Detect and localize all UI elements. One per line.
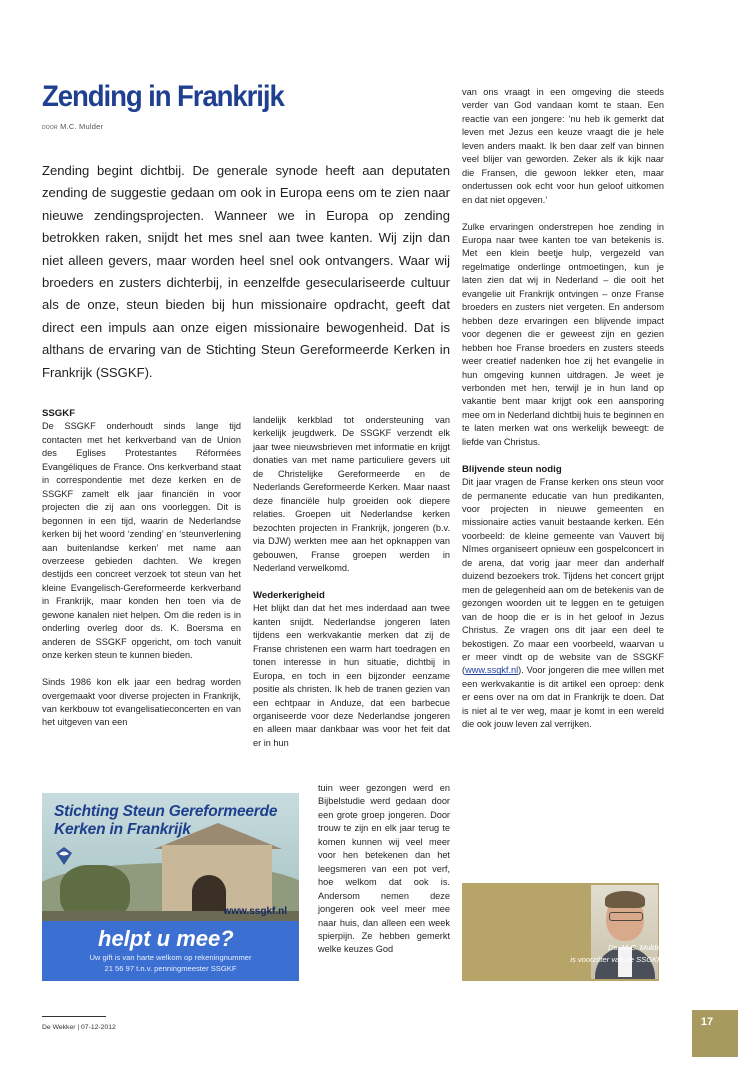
section-heading-blijvende-steun: Blijvende steun nodig — [462, 463, 562, 475]
column-middle — [253, 414, 450, 750]
page-number: 17 — [700, 1016, 714, 1028]
byline-prefix: door — [42, 122, 58, 131]
footer-text: De Wekker | 07-12-2012 — [42, 1024, 116, 1031]
text-segment: Dit jaar vragen de Franse kerken ons steun voor de permanente educatie van hun predikanten, voor projecten in nieuwe gemeenten en missionaire acties vanuit bestaande kerken. Eén voorbeeld: de kleine gemeente van Vauvert bij Nîmes organiseert opnieuw een gospelconcert in de arena, dat vorig jaar meer dan anderhalf duizend bezoekers trok. Tijdens het concert grijpt men de gelegenheid aan om de betekenis van de gezongen woorden uit te leggen en te getuigen van de hoop die er is in het geloof in Jezus Christus. Ze vragen ons dit jaar een deel te bekostigen. Zo maar een voorbeeld, waarvan u er meer vindt op de website van de SSGKF ( — [462, 477, 664, 676]
column-middle-continued — [318, 782, 450, 957]
ssgkf-advertisement[interactable] — [42, 793, 299, 981]
photo-hair — [605, 891, 645, 908]
ad-title-line2: Kerken in Frankrijk — [54, 821, 191, 838]
column-left — [42, 407, 241, 730]
dove-logo-icon — [52, 845, 76, 867]
lead-paragraph: Zending begint dichtbij. De generale synode heeft aan deputaten zending de suggestie gedaan om ook in Europa eens om te zien naar nieuwe zendingsprojecten. Wanneer we in Europa op zending betrokken raken, snijdt het mes snel aan twee kanten. Wij zijn dan niet alleen gevers, maar worden heel snel ook ontvangers. Waar wij broeders en zusters dichterbij, in eenzelfde geseculariseerde cultuur als de onze, steun bieden bij hun missionaire opdracht, geeft dat direct een impuls aan onze eigen missionaire bewogenheid. Dat is althans de ervaring van de Stichting Steun Gereformeerde Kerken in Frankrijk (SSGKF). — [42, 163, 450, 380]
paragraph: van ons vraagt in een omgeving die steeds verder van God vandaan komt te staan. Een reactie van een jongere: ‘nu heb ik gemerkt dat leven met Jezus een keuze vraagt die je hele leven anders maakt. Ik ben daar zelf van binnen veel blijer van geworden. Zeker als ik kijk naar die Fransen, die gewoon lekker eten, maar ondertussen ook echt voor hun geloof uitkomen en dat niet opgeven.’ — [462, 87, 664, 205]
paragraph: Zulke ervaringen onderstrepen hoe zending in Europa naar twee kanten toe van betekenis is. Met een klein beetje hulp, vergezeld van regelmatige onderlinge ontmoetingen, kun je laten zien dat wij in Nederland – die ooit het evangelie uit Frankrijk ontvingen – onze Franse broeders en zusters niet vergeten. En andersom hebben deze ervaringen een blijvende impact voor degenen die er geweest zijn en gezien hebben hoe Franse broeders en zusters steeds weer creatief nadenken hoe zij het evangelie in hun omgeving kunnen uitdragen. Je weet je verbonden met hen, terwijl je in hun land op vakantie bent maar krijgt ook een aansporing mee om in Nederland dichtbij huis te beginnen en te laten merken wat ons werkelijk beweegt: de liefde van Christus. — [462, 221, 664, 447]
byline — [42, 122, 103, 131]
paragraph: landelijk kerkblad tot ondersteuning van kerkelijk jeugdwerk. De SSGKF verzendt elk jaar twee nieuwsbrieven met informatie en krijgt donaties van met name particuliere gevers uit de Christelijke Gereformeerde en de Nederlands Gereformeerde Kerken. Maar naast deze financiële hulp groeiden ook diepere relaties. Groepen uit Nederlandse kerken bezochten projecten in Frankrijk, jongeren (b.v. via DJW) werkten mee aan het opknappen van gebouwen, Franse groepen werden in Nederland verwelkomd. — [253, 415, 450, 573]
photo-caption-role: is voorzitter van de SSGKF. — [570, 955, 663, 964]
ad-title-line1: Stichting Steun Gereformeerde — [54, 803, 278, 820]
text-segment: ). Voor jongeren die mee willen met een werkvakantie is dit artikel een oproep: denk er eens over na om dat in Frankrijk te doen. Dat is niet al te ver weg, maar je komt in een wereld die ook jouw leven zal verrijken. — [462, 665, 664, 730]
byline-author: M.C. Mulder — [60, 122, 104, 131]
paragraph: De SSGKF onderhoudt sinds lange tijd contacten met het kerkverband van de Union des Eglises Protestantes Réformées Evangéliques de France. Ons kerkverband staat in correspondentie met deze kerken en de SSGKF zamelt elk jaar financiën in voor projecten die zij aan ons voorleggen. Dit is begonnen in een tijd, waarin de Nederlandse kerken bij het woord ‘zending’ en ‘steunverlening aan buitenlandse kerken’ met name aan overzeese gebieden dachten. We kregen destijds een concreet verzoek tot steun van het kleine Evangelisch-Gereformeerde kerkverband in Frankrijk, maar konden hen toen via de gewone kanalen niet helpen. Om die reden is in onderling overleg door ds. K. Boersma en anderen de SSGKF opgericht, om toch vanuit onze kerken steun te kunnen bieden. — [42, 421, 241, 661]
section-heading-wederkerigheid: Wederkerigheid — [253, 589, 325, 601]
photo-glasses — [609, 912, 643, 921]
paragraph: tuin weer gezongen werd en Bijbelstudie werd gedaan door een grote groep jongeren. Door trouw te zijn en elk jaar terug te komen kunnen wij veel meer voor hen betekenen dan het leegsmeren van een pot verf, hoe welkom dat ook is. Andersom nemen deze jongeren ook veel meer mee naar huis, dan alleen een week spierpijn. Ze hebben gemerkt welke keuzes God — [318, 783, 450, 955]
paragraph: Het blijkt dan dat het mes inderdaad aan twee kanten snijdt. Nederlandse jongeren laten tijdens een werkvakantie merken dat zij de Franse christenen een warm hart toedragen en tonen interesse in hun situatie, dichtbij in Europa, en toch in een bijzonder eenzame positie als christen. Ik heb de tranen gezien van een echtpaar in Anduze, dat een barbecue organiseerde voor deze Nederlandse jongeren en alleen maar dankbaar was voor het feit dat er in hun — [253, 603, 450, 748]
paragraph — [462, 476, 664, 732]
ad-call-to-action: helpt u mee? — [98, 926, 234, 951]
page-number-box — [692, 1010, 738, 1057]
column-right — [462, 86, 664, 732]
article-title: Zending in Frankrijk — [42, 80, 284, 113]
section-heading-ssgkf: SSGKF — [42, 408, 76, 419]
author-photo-box — [462, 883, 659, 981]
author-photo — [591, 885, 658, 979]
paragraph: Sinds 1986 kon elk jaar een bedrag worden overgemaakt voor diverse projecten in Frankrijk, van kerkbouw tot evangelisatieconcerten en van het uitgeven van een — [42, 677, 241, 728]
footer-rule — [42, 1016, 106, 1017]
ssgkf-website-link[interactable]: www.ssgkf.nl — [465, 665, 519, 676]
photo-caption-name: Ds. M.C. Mulder — [608, 943, 663, 952]
ad-gift-line2: 21 56 97 t.n.v. penningmeester SSGKF — [104, 964, 237, 973]
ad-url: www.ssgkf.nl — [223, 906, 287, 917]
ad-gift-line1: Uw gift is van harte welkom op rekeningnummer — [89, 953, 252, 962]
